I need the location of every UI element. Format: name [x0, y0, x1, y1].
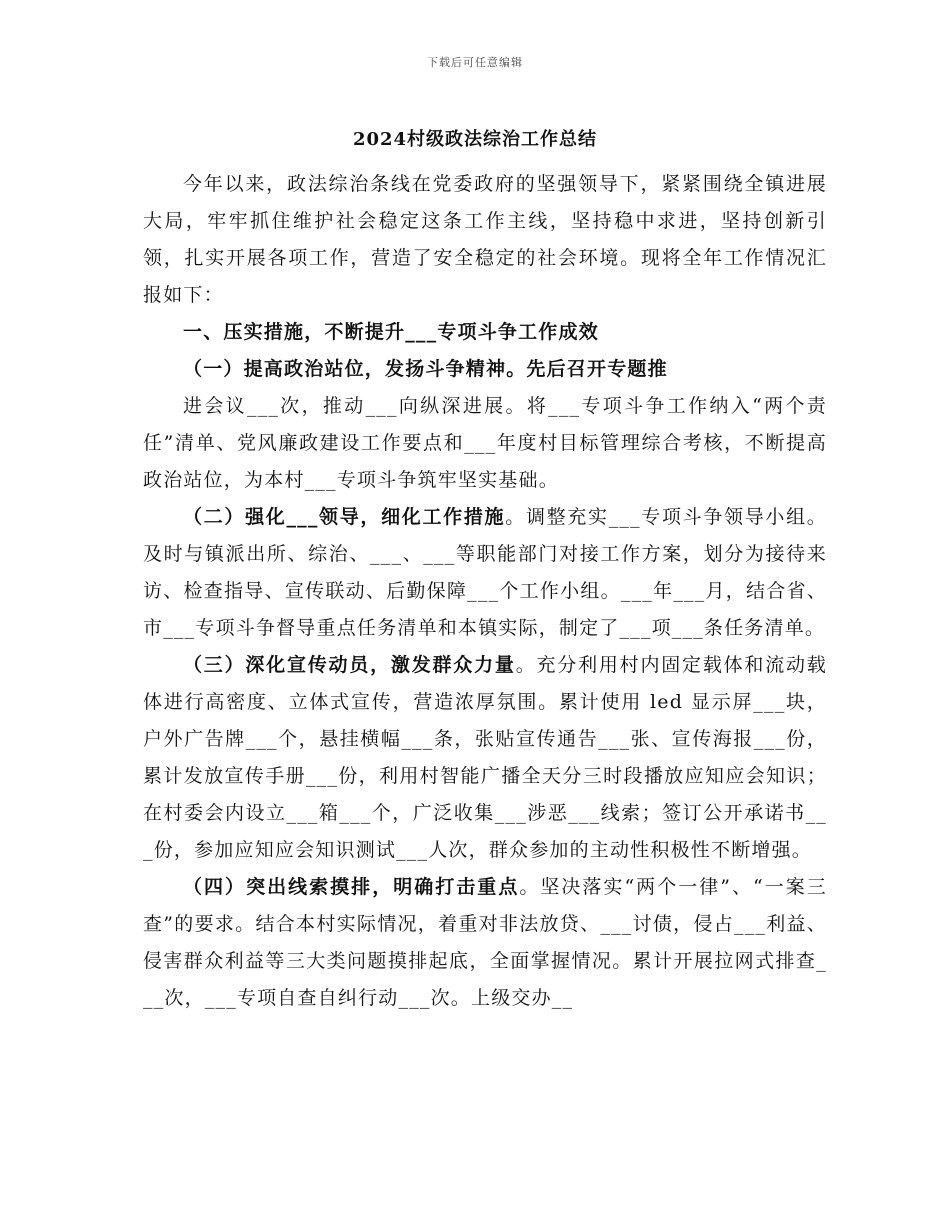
subsection-lead-2: （二）强化___领导，细化工作措施 [183, 506, 506, 528]
document-title: 2024村级政法综治工作总结 [352, 129, 598, 150]
section-heading-1: 一、压实措施，不断提升___专项斗争工作成效 [183, 321, 599, 343]
subsection-lead-4: （四）突出线索摸排，明确打击重点 [183, 876, 520, 898]
document-body [143, 166, 827, 1017]
subsection-body-4: 。坚决落实“两个一律”、“一案三查”的要求。结合本村实际情况，着重对非法放贷、___讨债，侵占___利益、侵害群众利益等三大类问题摸排起底，全面掌握情况。累计开展拉网式排查___次，___专项自查自纠行动___次。上级交办__ [143, 876, 828, 1009]
subsection-body-3: 。充分利用村内固定载体和流动载体进行高密度、立体式宣传，营造浓厚氛围。累计使用 led 显示屏___块，户外广告牌___个，悬挂横幅___条，张贴宣传通告___张、宣传海报___份，累计发放宣传手册___份，利用村智能广播全天分三时段播放应知应会知识；在村委会内设立___箱___个，广泛收集___涉恶___线索；签订公开承诺书___份，参加应知应会知识测试___人次，群众参加的主动性积极性不断增强。 [143, 654, 827, 861]
subsection-heading-1: （一）提高政治站位，发扬斗争精神。先后召开专题推 [183, 358, 668, 380]
subsection-body-1: 进会议___次，推动___向纵深进展。将___专项斗争工作纳入“两个责任”清单、党风廉政建设工作要点和___年度村目标管理综合考核，不断提高政治站位，为本村___专项斗争筑牢坚实基础。 [143, 395, 827, 491]
page-header: 下载后可任意编辑 [427, 56, 523, 69]
subsection-body-2: 。调整充实___专项斗争领导小组。及时与镇派出所、综治、___、___等职能部门对接工作方案，划分为接待来访、检查指导、宣传联动、后勤保障___个工作小组。___年___月，结合省、市___专项斗争督导重点任务清单和本镇实际，制定了___项___条任务清单。 [143, 506, 828, 639]
subsection-paragraph-2 [143, 499, 827, 647]
subsection-paragraph-4 [143, 869, 827, 1017]
intro-paragraph: 今年以来，政法综治条线在党委政府的坚强领导下，紧紧围绕全镇进展大局，牢牢抓住维护社会稳定这条工作主线，坚持稳中求进，坚持创新引领，扎实开展各项工作，营造了安全稳定的社会环境。现将全年工作情况汇报如下： [143, 173, 827, 306]
subsection-paragraph-3 [143, 647, 827, 869]
subsection-lead-3: （三）深化宣传动员，激发群众力量 [183, 654, 516, 676]
